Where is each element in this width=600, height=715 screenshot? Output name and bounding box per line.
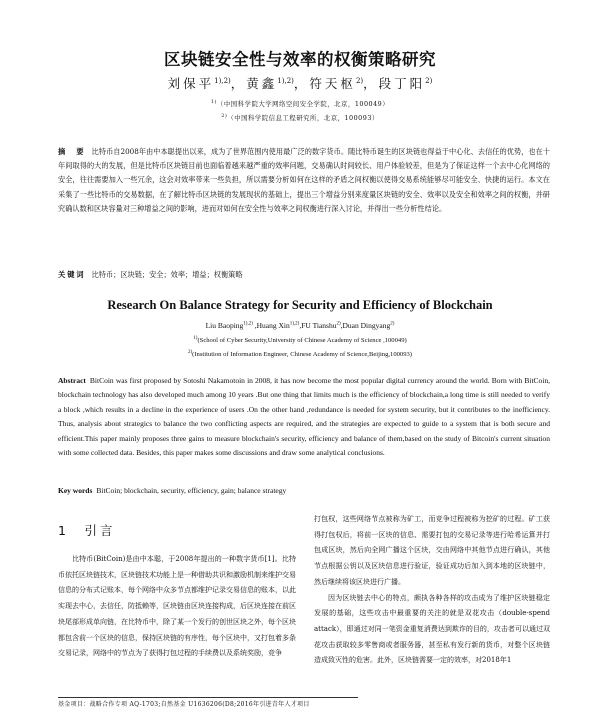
author-name: Huang Xin	[256, 321, 290, 330]
author-name: 黄鑫	[246, 76, 278, 91]
author-name: 符天枢	[309, 76, 356, 91]
author-name: 刘保平	[167, 76, 215, 91]
author-affiliation-mark: 1),2)	[243, 321, 253, 327]
keywords-label-en: Key words	[58, 486, 93, 495]
author-name: 段丁阳	[378, 76, 426, 91]
affiliation-text: (School of Cyber Security,University of Chinese Academy of Science ,100049)	[197, 337, 407, 345]
author-affiliation-mark: 2)	[425, 76, 433, 85]
keywords-text-cn: 比特币；区块链；安全；效率；增益；权衡策略	[91, 270, 243, 279]
author-affiliation-mark: 1),2)	[277, 76, 294, 85]
abstract-en	[58, 374, 550, 460]
affiliation-cn-1	[0, 99, 600, 108]
abstract-text-en: BitCoin was first proposed by Sotoshi Nakamotoin in 2008, it has now become the most popular digital currency around the world. Born with BitCoin, blockchain technology has also developed much among 10 years .But one thing that limits much is the efficiency of blockchain,a long time is still needed to verify a block ,which results in a decline in the experience of users .On the other hand ,redundance is needed for system security, but it contributes to the inefficiency. Thus, analysis about strategics to balance the two conflicting aspects are required, and the strategies are expected to guide to a system that is both secure and efficient.This paper mainly proposes three gains to measure blockchain's security, efficiency and balance of them,based on the study of Bitcoin's current situation with some collected data. Besides, this paper makes some discussions and draw some analytical conclusions.	[58, 376, 550, 458]
author-separator: ,Duan	[340, 321, 361, 330]
affiliation-text: （中国科学院大学网络空间安全学院，北京，100049）	[217, 100, 390, 109]
author-affiliation-mark: 2)	[390, 321, 395, 327]
author-separator: ，	[293, 76, 310, 91]
intro-column-right	[314, 512, 550, 669]
author-list-en	[0, 321, 600, 330]
affiliation-mark: 1)	[210, 99, 218, 105]
intro-paragraph: 打包权，这些网络节点被称为矿工，而竞争过程被称为挖矿的过程。矿工获得打包权后，将前一区块的信息、需要打包的交易记录等进行哈希运算并打包成区块，然后向全网广播这个区块，交由网络中其他节点进行确认，其他节点根据公钥以及区块信息进行验证，验证成功后加入到本地的区块链中，然后继续将该区块进行广播。	[314, 515, 550, 586]
author-separator: ，	[230, 76, 247, 91]
keywords-text-en: BitCoin; blockchain, security, efficiency, gain; balance strategy	[96, 486, 287, 495]
affiliation-en-2	[0, 350, 600, 358]
paper-title-cn: 区块链安全性与效率的权衡策略研究	[164, 50, 436, 69]
affiliation-mark: 2)	[187, 350, 193, 355]
author-name: Tianshu	[312, 321, 337, 330]
abstract-label-cn: 摘 要	[58, 147, 86, 156]
affiliation-cn-2	[0, 113, 600, 122]
author-separator: ,	[252, 321, 257, 330]
abstract-label-en: Abstract	[58, 376, 86, 385]
author-name: Dingyang	[360, 321, 391, 330]
author-affiliation-mark: 1),2)	[214, 76, 231, 85]
author-separator: ，	[363, 76, 379, 91]
section-heading-introduction: 1 引言	[58, 523, 116, 538]
author-name: Liu Baoping	[205, 321, 244, 330]
author-affiliation-mark: 1),2)	[289, 321, 300, 327]
keywords-cn	[58, 268, 550, 282]
author-affiliation-mark: 2)	[355, 76, 364, 85]
footnote-rule	[58, 697, 358, 698]
affiliation-en-1	[0, 336, 600, 344]
affiliation-mark: 1)	[193, 336, 198, 341]
paper-title-en: Research On Balance Strategy for Security and Efficiency of Blockchain	[107, 298, 493, 312]
author-affiliation-mark: 2)	[336, 321, 341, 327]
author-separator: ,FU	[299, 321, 313, 330]
affiliation-text: （中国科学院信息工程研究所，北京，100093）	[227, 114, 379, 123]
intro-paragraph: 因为区块链去中心的特点，颇执各种各样的攻击成为了维护区块链稳定发展的基础，这些攻击中最重要的关注的就是双花攻击（double-spend attack），即通过对同一笔资金重复消费达到欺诈的目的，攻击者可以通过双花攻击获取较多零售商或者服务器，甚至私有发行新的货币，对整个区块链造成致灭性的危害。此外，区块链需要一定的效率，对2018年1	[314, 593, 550, 665]
abstract-text-cn: 比特币自2008年由中本聪提出以来，成为了世界范围内使用最广泛的数字货币。随比特币诞生的区块链也得益于中心化、去信任的优势，也在十年间取得的大的发展，但是比特币区块链目前也面临着越来越严重的效率问题，交易确认时间较长、用户体验较差，但是为了保证这样一个去中心化网络的安全，往往需要加入一些冗余，这会对效率带来一些负担，所以需要分析如何在这样的矛盾之间权衡以使得交易系统能够尽可能安全、快捷的运行。本文在采集了一些比特币的交易数据，在了解比特币区块链的发展现状的基础上，提出三个增益分别来度量区块链的安全、效率以及安全和效率之间的权衡，并研究确认数和区块容量对三种增益之间的影响，进而对如何在安全性与效率之间权衡进行深入讨论，并得出一些分析性结论。	[58, 147, 550, 213]
keywords-label-cn: 关键词	[58, 270, 86, 279]
abstract-cn	[58, 145, 550, 216]
funding-footnote: 基金项目：战略合作专项 AQ-1703;自然基金 U1636206(D8;2016年引进青年人才项目	[58, 701, 310, 708]
affiliation-text: (Institution of Information Engineer, Chinese Academy of Science,Beijing,100093)	[192, 351, 412, 359]
author-list-cn	[0, 74, 600, 92]
affiliation-mark: 2)	[221, 113, 228, 119]
keywords-en	[58, 484, 550, 498]
intro-column-left: 比特币(BitCoin)是由中本聪，于2008年提出的一种数字货币[1]。比特币依托区块链技术，区块链技术功能上是一种借助共识和激励机制来维护交易信息的分布式记账本，每个网络中众多节点都维护记录交易信息的账本，以此实现去中心，去信任，防抵赖等，区块链由区块连接构成，后区块连接在前区块尾部形成单向链，在比特币中，除了某一个发行的创世区块之外，每个区块都包含前一个区块的信息，保持区块链的有序性，每个区块中，又打包着多条交易记录，网络中的节点为了获得打包过程的手续费以及系统奖励，竞争	[58, 555, 296, 658]
